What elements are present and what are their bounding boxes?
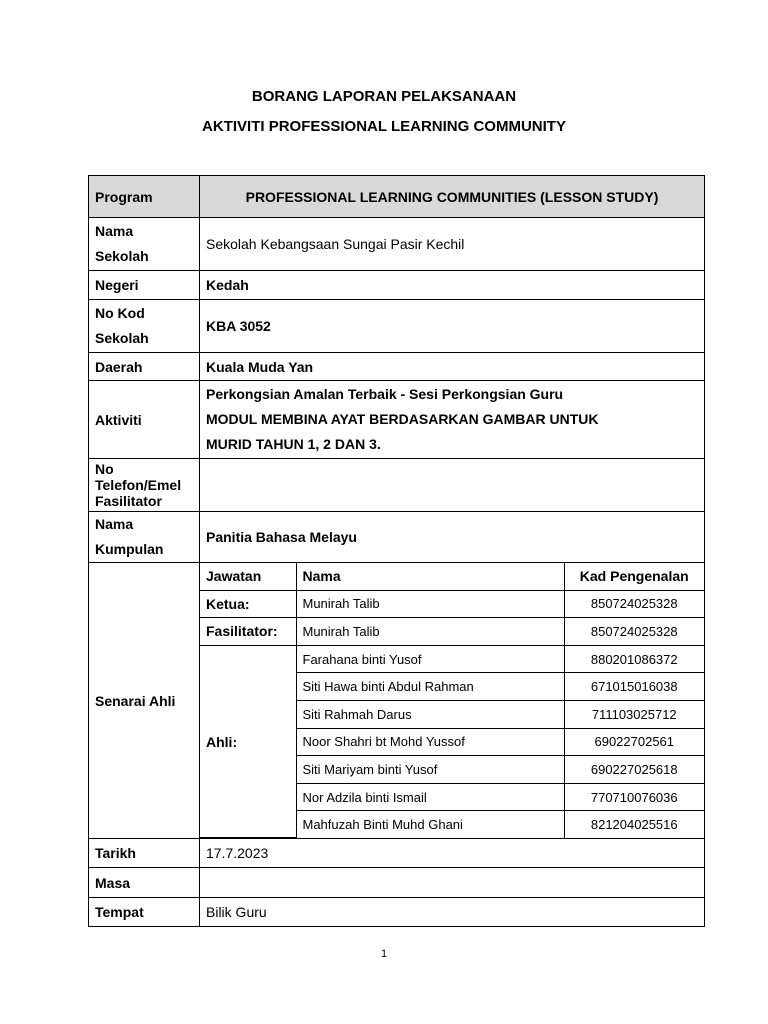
nama-sekolah-label — [89, 218, 200, 271]
member-name: Nor Adzila binti Ismail — [296, 783, 564, 811]
telefon-label — [89, 459, 200, 512]
telefon-label-line2: Telefon/Emel — [95, 477, 182, 493]
daerah-row — [89, 353, 705, 381]
kad-header: Kad Pengenalan — [564, 563, 704, 590]
kumpulan-label-line2: Kumpulan — [95, 541, 164, 557]
kod-sekolah-label-line2: Sekolah — [95, 330, 149, 346]
kumpulan-label-line1: Nama — [95, 516, 134, 532]
member-ic: 69022702561 — [564, 728, 704, 756]
tarikh-label: Tarikh — [89, 839, 200, 868]
telefon-label-line1: No — [95, 461, 114, 477]
member-name: Munirah Talib — [296, 590, 564, 618]
nama-header: Nama — [296, 563, 564, 590]
daerah-label: Daerah — [89, 353, 200, 381]
member-name: Siti Rahmah Darus — [296, 700, 564, 728]
member-ic: 711103025712 — [564, 700, 704, 728]
ketua-label: Ketua: — [200, 590, 296, 618]
page-number: 1 — [380, 948, 388, 960]
program-value: PROFESSIONAL LEARNING COMMUNITIES (LESSON STUDY) — [200, 176, 705, 218]
program-label: Program — [89, 176, 200, 218]
member-name: Noor Shahri bt Mohd Yussof — [296, 728, 564, 756]
form-subtitle: AKTIVITI PROFESSIONAL LEARNING COMMUNITY — [202, 118, 566, 135]
senarai-ahli-label: Senarai Ahli — [89, 563, 200, 839]
members-cell — [200, 563, 705, 839]
member-ic: 770710076036 — [564, 783, 704, 811]
kod-sekolah-value: KBA 3052 — [200, 300, 705, 353]
kod-sekolah-row — [89, 300, 705, 353]
nama-sekolah-label-line1: Nama — [95, 223, 134, 239]
kumpulan-row — [89, 512, 705, 563]
ketua-row — [200, 590, 704, 618]
telefon-label-line3: Fasilitator — [95, 493, 162, 509]
member-ic: 850724025328 — [564, 618, 704, 646]
member-name: Siti Hawa binti Abdul Rahman — [296, 673, 564, 701]
member-name: Siti Mariyam binti Yusof — [296, 756, 564, 784]
member-ic: 690227025618 — [564, 756, 704, 784]
kod-sekolah-label — [89, 300, 200, 353]
tarikh-row — [89, 839, 705, 868]
kod-sekolah-label-line1: No Kod — [95, 305, 145, 321]
member-ic: 850724025328 — [564, 590, 704, 618]
aktiviti-value — [200, 381, 705, 459]
ahli-label: Ahli: — [200, 645, 296, 838]
aktiviti-line1: Perkongsian Amalan Terbaik - Sesi Perkongsian Guru — [206, 386, 564, 402]
member-name: Munirah Talib — [296, 618, 564, 646]
member-ic: 880201086372 — [564, 645, 704, 673]
fasilitator-label: Fasilitator: — [200, 618, 296, 646]
ahli-row — [200, 645, 704, 673]
jawatan-header: Jawatan — [200, 563, 296, 590]
negeri-label: Negeri — [89, 271, 200, 300]
members-table — [200, 563, 704, 838]
member-ic: 671015016038 — [564, 673, 704, 701]
aktiviti-label: Aktiviti — [89, 381, 200, 459]
nama-sekolah-row — [89, 218, 705, 271]
nama-sekolah-value: Sekolah Kebangsaan Sungai Pasir Kechil — [200, 218, 705, 271]
masa-value — [200, 868, 705, 898]
tarikh-value: 17.7.2023 — [200, 839, 705, 868]
kumpulan-label — [89, 512, 200, 563]
negeri-row — [89, 271, 705, 300]
telefon-value — [200, 459, 705, 512]
member-name: Farahana binti Yusof — [296, 645, 564, 673]
aktiviti-row — [89, 381, 705, 459]
report-form-table — [88, 175, 705, 927]
member-name: Mahfuzah Binti Muhd Ghani — [296, 811, 564, 838]
aktiviti-line2: MODUL MEMBINA AYAT BERDASARKAN GAMBAR UNTUK — [206, 411, 599, 427]
fasilitator-row — [200, 618, 704, 646]
members-header-row — [200, 563, 704, 590]
masa-label: Masa — [89, 868, 200, 898]
senarai-ahli-row — [89, 563, 705, 839]
tempat-value: Bilik Guru — [200, 898, 705, 927]
aktiviti-line3: MURID TAHUN 1, 2 DAN 3. — [206, 436, 381, 452]
telefon-row — [89, 459, 705, 512]
daerah-value: Kuala Muda Yan — [200, 353, 705, 381]
program-row — [89, 176, 705, 218]
masa-row — [89, 868, 705, 898]
tempat-row — [89, 898, 705, 927]
nama-sekolah-label-line2: Sekolah — [95, 248, 149, 264]
form-title: BORANG LAPORAN PELAKSANAAN — [251, 88, 517, 105]
tempat-label: Tempat — [89, 898, 200, 927]
member-ic: 821204025516 — [564, 811, 704, 838]
negeri-value: Kedah — [200, 271, 705, 300]
kumpulan-value: Panitia Bahasa Melayu — [200, 512, 705, 563]
